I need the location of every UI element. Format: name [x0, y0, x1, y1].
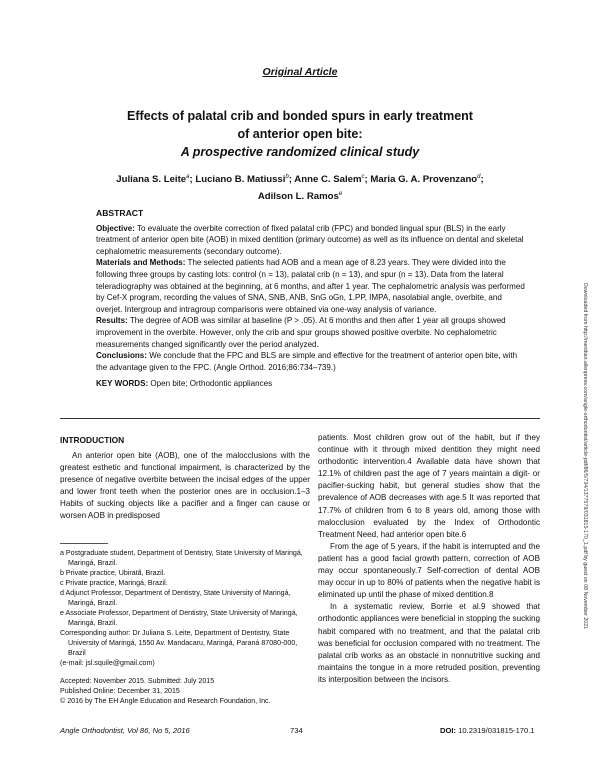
footnote-divider — [60, 543, 108, 544]
conclusions-label: Conclusions: — [96, 351, 147, 361]
footnote: a Postgraduate student, Department of Dentistry, State University of Maringá, Maringá, Brazil. — [60, 549, 303, 567]
abstract-block — [96, 208, 526, 390]
keywords-text: Open bite; Orthodontic appliances — [150, 379, 273, 389]
article-title — [60, 107, 540, 161]
title-line-1: Effects of palatal crib and bonded spurs in early treatment — [127, 109, 473, 123]
author-affil: b — [285, 174, 289, 180]
author-name: Maria G. A. Provenzano — [370, 174, 478, 186]
author-affil: e — [338, 191, 343, 198]
abstract-heading: ABSTRACT — [96, 208, 144, 218]
author-affil: a — [186, 174, 190, 180]
article-type-label: Original Article — [262, 66, 338, 78]
doi-label: DOI: — [440, 726, 457, 735]
author-name: Juliana S. Leite — [116, 174, 187, 186]
body-paragraph: patients. Most children grow out of the habit, but if they continue with it through mixed dentition they might need orthodontic intervention.4 Available data have shown that 12.1% of children past the age of 7 years maintain a digit- or pacifier-sucking habit, but general studies show that the prevalence of AOB decreases with age.5 It was reported that 17.7% of children from 6 to 8 years old, among those with malocclusion evaluated by the Index of Orthodontic Treatment Need, had anterior open bite.6 — [318, 433, 540, 539]
article-subtitle: A prospective randomized clinical study — [180, 145, 420, 159]
download-watermark — [578, 200, 592, 720]
abstract-objective — [96, 223, 526, 258]
corresponding-author: Corresponding author: Dr Juliana S. Leite, Department of Dentistry, State University of Maringá, 1550 Av. Mandacaru, Maringá, Paraná 87080-000, Brazil — [60, 629, 298, 657]
right-column-body — [318, 432, 540, 686]
abstract-conclusions — [96, 350, 526, 373]
author-name: Luciano B. Matiussi — [195, 174, 286, 186]
introduction-heading: INTRODUCTION — [60, 435, 125, 445]
author-affil: c — [361, 174, 365, 180]
publication-dates: Accepted: November 2015. Submitted: July 2015 — [60, 677, 215, 685]
author-list — [60, 170, 540, 204]
section-divider — [60, 418, 540, 419]
download-watermark-text: Downloaded from http://meridian.allenpress.com/angle-orthodontist/article-pdf/86/5/734/1377579/031815-170_1.pdf by guest on 08 November 2021 — [582, 282, 588, 630]
publication-online: Published Online: December 31, 2015 — [60, 687, 180, 695]
author-name: Adilson L. Ramos — [257, 191, 339, 203]
methods-label: Materials and Methods: — [96, 258, 186, 268]
keywords — [96, 378, 526, 390]
abstract-results — [96, 315, 526, 350]
author-affil: d — [477, 174, 481, 180]
objective-label: Objective: — [96, 223, 135, 233]
abstract-methods — [96, 257, 526, 315]
footnote: b Private practice, Ubiratã, Brazil. — [60, 569, 166, 577]
footnote: c Private practice, Maringá, Brazil. — [60, 579, 168, 587]
author-email: (e-mail: jsl.squile@gmail.com) — [60, 659, 155, 667]
objective-text: To evaluate the overbite correction of fixed palatal crib (FPC) and bonded lingual spur (BLS) in the early treatment of anterior open bite (AOB) in mixed dentition (primary outcome) as well as its influence on dental and skeletal cephalometric measurements (secondary outcome). — [96, 223, 524, 256]
keywords-label: KEY WORDS: — [96, 379, 149, 389]
author-line-1: Juliana S. Leite$^a$; Luciano B. Matiussi$^b$; Anne C. Salem$^c$; Maria G. A. Provenzano$^d$; — [116, 174, 484, 186]
copyright-notice: © 2016 by The EH Angle Education and Research Foundation, Inc. — [60, 697, 271, 705]
page-number: 734 — [290, 726, 303, 735]
journal-citation: Angle Orthodontist, Vol 86, No 5, 2016 — [60, 726, 190, 735]
title-line-2: of anterior open bite: — [237, 127, 363, 141]
conclusions-text: We conclude that the FPC and BLS are simple and effective for the treatment of anterior open bite, with the advantage given to the FPC. (Angle Orthod. 2016;86:734–739.) — [96, 351, 518, 372]
body-paragraph: An anterior open bite (AOB), one of the malocclusions with the greatest esthetic and functional impairment, is characterized by the presence of negative overbite between the incisal edges of the upper and lower front teeth when the posterior ones are in occlusion.1–3 Habits of sucking objects like a pacifier and a finger can cause or worsen AOB in predisposed — [60, 451, 310, 521]
footnote: d Adjunct Professor, Department of Dentistry, State University of Maringá, Maringá, Brazil. — [60, 589, 291, 607]
footnotes — [60, 548, 310, 706]
author-name: Anne C. Salem — [294, 174, 362, 186]
author-line-2 — [60, 187, 540, 204]
body-paragraph: From the age of 5 years, if the habit is interrupted and the patient has a good facial growth pattern, correction of AOB may occur spontaneously.7 Self-correction of dental AOB may occur in up to 80% of patients when the negative habit is eliminated up until the phase of mixed dentition.8 — [318, 541, 540, 600]
results-text: The degree of AOB was similar at baseline (P > .05). At 6 months and then after 1 year all groups showed improvement in the overbite. However, only the crib and spur groups showed positive overbite. No cephalometric measurements changed significantly over the period analyzed. — [96, 316, 506, 349]
results-label: Results: — [96, 316, 128, 326]
body-paragraph: In a systematic review, Borrie et al.9 showed that orthodontic appliances were beneficial in stopping the sucking habit compared with no treatment, and that the palatal crib was beneficial for occlusion compared with no treatment. The palatal crib works as an obstacle in nonnutritive sucking and maintains the tongue in a more retruded position, preventing its interposition between the incisors. — [318, 602, 540, 684]
doi-value[interactable]: 10.2319/031815-170.1 — [458, 726, 535, 735]
left-column-body — [60, 450, 310, 523]
methods-text: The selected patients had AOB and a mean age of 8.23 years. They were divided into the following three groups by casting lots: control (n = 13), palatal crib (n = 13), and spur (n = 13). Data from the lateral teleradiography was obtained at the beginning, at 6 months, and after 1 year. The cephalometric analysis was performed by Cef-X program, recording the values of SNA, SNB, ANB, SnG oGn, 1.PP, IMPA, nasolabial angle, overbite, and overjet. Intergroup and intragroup comparisons were obtained via one-way analysis of variance. — [96, 258, 525, 314]
footnote: e Associate Professor, Department of Dentistry, State University of Maringá, Maringá, Brazil. — [60, 609, 298, 627]
